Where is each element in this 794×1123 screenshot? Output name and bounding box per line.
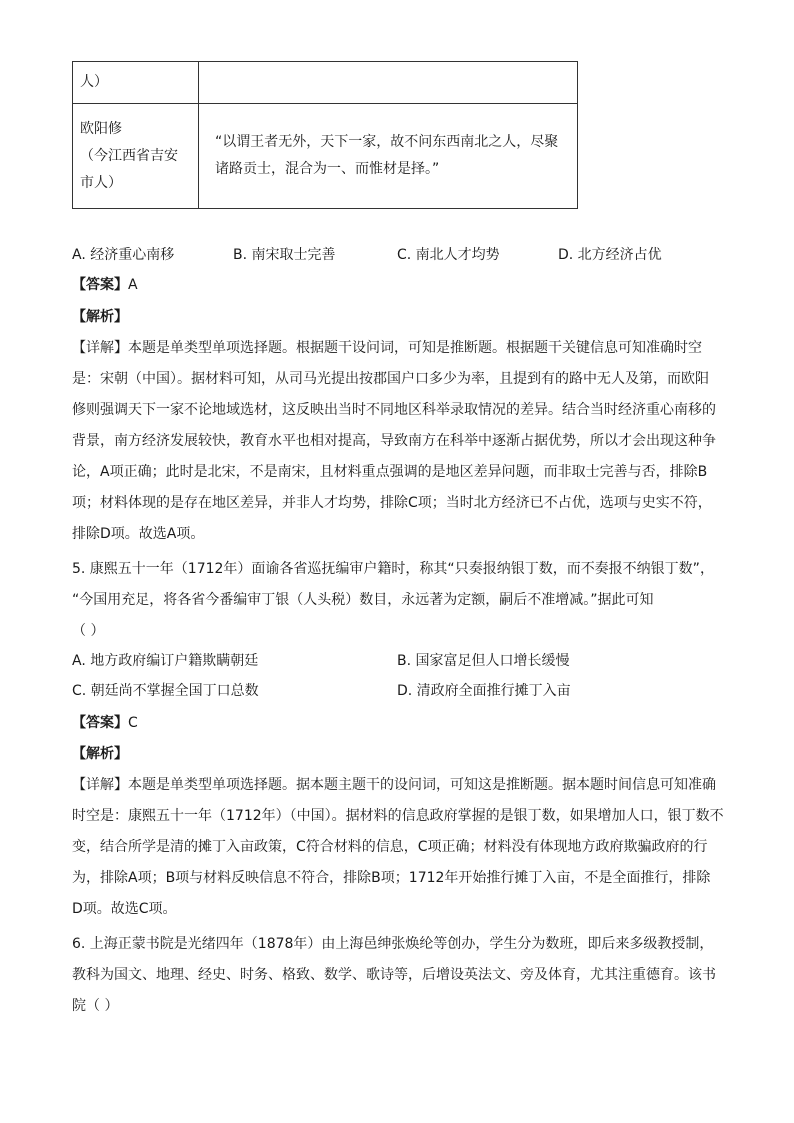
person-line: （今江西省吉安 xyxy=(80,147,178,164)
table-row xyxy=(73,104,578,209)
person-cell xyxy=(73,104,199,209)
q4-option-c: C. 南北人才均势 xyxy=(397,247,500,263)
detail-line: 变，结合所学是清的摊丁入亩政策，C符合材料的信息，C项正确；材料没有体现地方政府欺骗政府的行 xyxy=(72,839,708,855)
detail-line: 排除D项。故选A项。 xyxy=(72,526,205,542)
q5-option-b: B. 国家富足但人口增长缓慢 xyxy=(397,653,570,669)
person-line: 市人） xyxy=(80,174,122,191)
quote-cell xyxy=(199,62,578,104)
answer-tag: 【答案】 xyxy=(72,715,128,731)
stem-line: 教科为国文、地理、经史、时务、格致、数学、歌诗等，后增设英法文、旁及体育，尤其注重德育。该书 xyxy=(72,967,716,983)
q4-option-a: A. 经济重心南移 xyxy=(72,247,175,263)
detail-line: 背景，南方经济发展较快，教育水平也相对提高，导致南方在科举中逐渐占据优势，所以才会出现这种争 xyxy=(72,433,716,449)
quote-cell xyxy=(199,104,578,209)
q5-options-row2 xyxy=(72,678,772,704)
answer-value: C xyxy=(128,715,138,731)
answer-value: A xyxy=(128,277,138,293)
q4-answer xyxy=(72,272,138,298)
quote-line: 诸路贡士，混合为一、而惟材是择。” xyxy=(215,161,440,177)
q4-option-b: B. 南宋取士完善 xyxy=(233,247,336,263)
q5-option-a: A. 地方政府编订户籍欺瞒朝廷 xyxy=(72,653,259,669)
stem-line: 6. 上海正蒙书院是光绪四年（1878年）由上海邑绅张焕纶等创办，学生分为数班，即后来多级教授制， xyxy=(72,936,714,952)
q5-options-row1 xyxy=(72,648,772,674)
detail-line: D项。故选C项。 xyxy=(72,901,177,917)
quote-line: “以谓王者无外，天下一家，故不问东西南北之人，尽聚 xyxy=(215,134,559,150)
stem-line: （ ） xyxy=(72,623,105,639)
q4-analysis-tag xyxy=(72,304,128,330)
detail-line: 项；材料体现的是存在地区差异，并非人才均势，排除C项；当时北方经济已不占优，选项与史实不符， xyxy=(72,495,712,511)
q4-options xyxy=(72,242,772,268)
stem-line: 5. 康熙五十一年（1712年）面谕各省巡抚编审户籍时，称其“只奏报纳银丁数，而不奏报不纳银丁数”， xyxy=(72,561,714,577)
person-cell xyxy=(73,62,199,104)
analysis-tag: 【解析】 xyxy=(72,746,128,762)
q4-detail xyxy=(72,333,732,550)
q4-option-d: D. 北方经济占优 xyxy=(558,247,662,263)
q5-stem xyxy=(72,554,732,647)
table-row xyxy=(73,62,578,104)
stem-line: 院（ ） xyxy=(72,998,119,1014)
person-line: 欧阳修 xyxy=(80,120,122,137)
stem-line: “今国用充足，将各省今番编审丁银（人头税）数目，永远著为定额，嗣后不准增减。”据此可知 xyxy=(72,592,654,608)
q5-option-c: C. 朝廷尚不掌握全国丁口总数 xyxy=(72,683,259,699)
person-text: 人） xyxy=(80,74,108,90)
detail-line: 【详解】本题是单类型单项选择题。据本题主题干的设问词，可知这是推断题。据本题时间信息可知准确 xyxy=(72,777,716,793)
q5-detail xyxy=(72,770,732,925)
analysis-tag: 【解析】 xyxy=(72,309,128,325)
q6-stem xyxy=(72,929,732,1022)
source-table xyxy=(72,61,578,209)
detail-line: 论，A项正确；此时是北宋，不是南宋，且材料重点强调的是地区差异问题，而非取士完善与否，排除B xyxy=(72,464,708,480)
detail-line: 修则强调天下一家不论地域选材，这反映出当时不同地区科举录取情况的差异。结合当时经济重心南移的 xyxy=(72,402,716,418)
detail-line: 是：宋朝（中国）。据材料可知，从司马光提出按郡国户口多少为率，且提到有的路中无人及第，而欧阳 xyxy=(72,371,709,387)
q5-option-d: D. 清政府全面推行摊丁入亩 xyxy=(397,683,571,699)
detail-line: 为，排除A项；B项与材料反映信息不符合，排除B项；1712年开始推行摊丁入亩，不是全面推行，排除 xyxy=(72,870,711,886)
q5-answer xyxy=(72,710,138,736)
detail-line: 【详解】本题是单类型单项选择题。根据题干设问词，可知是推断题。根据题干关键信息可知准确时空 xyxy=(72,340,702,356)
q5-analysis-tag xyxy=(72,741,128,767)
answer-tag: 【答案】 xyxy=(72,277,128,293)
detail-line: 时空是：康熙五十一年（1712年）（中国）。据材料的信息政府掌握的是银丁数，如果增加人口，银丁数不 xyxy=(72,808,724,824)
